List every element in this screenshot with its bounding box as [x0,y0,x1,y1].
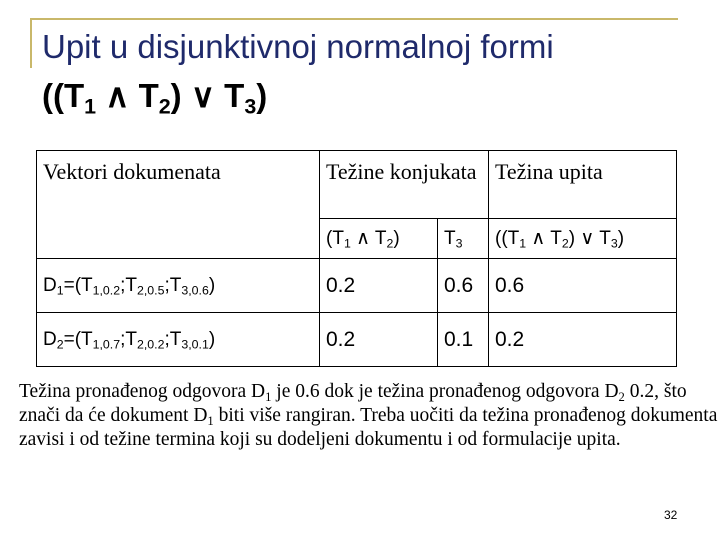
query-weight: 0.2 [489,313,677,367]
conj-weight-1: 0.2 [320,259,438,313]
conj-weight-1: 0.2 [320,313,438,367]
weights-table [36,150,677,367]
query-formula: (($T_1$ ∧ $T_2$) ∨ $T_3$) [42,77,268,119]
doc-vector: $D_1=(T_{1,0.2};T_{2,0.5};T_{3,0.6})$ [37,259,320,313]
subheader-t3: $T_3$ [438,219,489,259]
header-query: Težina upita [489,151,677,219]
doc-vector: $D_2=(T_{1,0.7};T_{2,0.2};T_{3,0.1})$ [37,313,320,367]
conj-weight-2: 0.6 [438,259,489,313]
table-row [37,313,677,367]
frame-top-line [30,18,678,20]
header-conj: Težine konjukata [320,151,489,219]
page-number: 32 [664,508,678,522]
table-row [37,259,677,313]
header-docs: Vektori dokumenata [37,151,320,259]
subheader-t1-and-t2: ($T_1$ ∧ $T_2$) [320,219,438,259]
conj-weight-2: 0.1 [438,313,489,367]
slide-title: Upit u disjunktivnoj normalnoj formi [42,28,554,65]
subheader-query-formula: (($T_1$ ∧ $T_2$) ∨ $T_3$) [489,219,677,259]
frame-left-line [30,18,32,68]
query-weight: 0.6 [489,259,677,313]
explanation-text: Težina pronađenog odgovora $D_1$ je 0.6 dok je težina pronađenog odgovora $D_2$ 0.2, što znači da će dokument $D_1$ biti više rangiran. Treba uočiti da težina pronađenog dokumenta zavisi i od težine termina koji su dodeljeni dokumentu i od formulacije upita. [19,381,718,450]
